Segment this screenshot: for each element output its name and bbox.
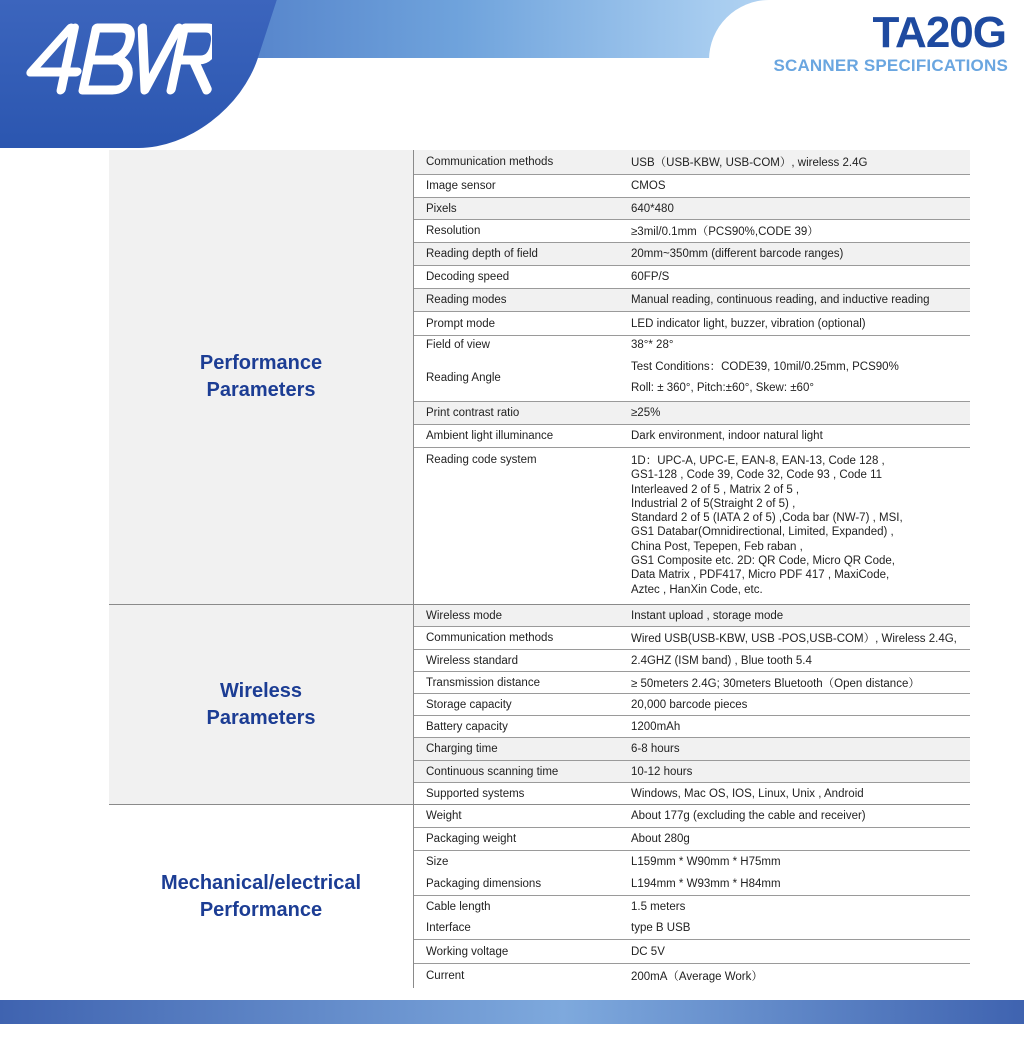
spec-row <box>414 940 970 963</box>
title-tab <box>709 0 1024 90</box>
spec-row <box>414 851 970 872</box>
spec-value: Test Conditions：CODE39, 10mil/0.25mm, PCS90% Roll: ± 360°, Pitch:±60°, Skew: ±60° <box>631 361 899 394</box>
spec-value: 6-8 hours <box>631 743 680 755</box>
spec-value: 20mm~350mm (different barcode ranges) <box>631 248 844 260</box>
spec-value: 1D：UPC-A, UPC-E, EAN-8, EAN-13, Code 128 , GS1-128 , Code 39, Code 32, Code 93 , Code 11 Interleaved 2 of 5 , Matrix 2 of 5 , Industrial 2 of 5(Straight 2 of 5) , Standard 2 of 5 (IATA 2 of 5) ,Coda bar (NW-7) , MSI, GS1 Databar(Omnidirectional, Limited, Expanded) , China Post, Tepepen, Feb raban , GS1 Composite etc. 2D: QR Code, Micro QR Code, Data Matrix , PDF417, Micro PDF 417 , MaxiCode, Aztec , HanXin Code, etc. <box>631 455 903 596</box>
spec-key: Reading depth of field <box>426 248 538 260</box>
spec-value: Windows, Mac OS, IOS, Linux, Unix , Android <box>631 787 864 800</box>
model-name: TA20G <box>872 8 1006 57</box>
spec-value: About 280g <box>631 833 690 845</box>
spec-key: Wireless mode <box>426 609 503 622</box>
section-title: Performance Parameters <box>109 150 414 604</box>
spec-key: Current <box>426 969 465 982</box>
spec-row <box>414 605 970 626</box>
spec-key: Battery capacity <box>426 720 508 733</box>
spec-row <box>414 783 970 804</box>
spec-value: 38°* 28° <box>631 339 674 351</box>
section-performance <box>109 150 970 605</box>
spec-row <box>414 694 970 715</box>
spec-key: Packaging weight <box>426 833 517 845</box>
spec-row <box>414 964 970 987</box>
spec-value: ≥3mil/0.1mm（PCS90%,CODE 39） <box>631 226 819 238</box>
spec-key: Supported systems <box>426 787 525 800</box>
spec-row <box>414 289 970 311</box>
spec-row <box>414 243 970 265</box>
spec-value: 20,000 barcode pieces <box>631 698 748 711</box>
spec-row <box>414 738 970 760</box>
spec-key: Decoding speed <box>426 271 510 283</box>
spec-key: Wireless standard <box>426 654 519 667</box>
spec-value: type B USB <box>631 921 691 934</box>
section-mechanical <box>109 805 970 988</box>
spec-row <box>414 650 970 671</box>
spec-row <box>414 805 970 827</box>
spec-value: 200mA（Average Work） <box>631 970 763 983</box>
spec-value: 2.4GHZ (ISM band) , Blue tooth 5.4 <box>631 654 812 667</box>
spec-key: Packaging dimensions <box>426 878 542 890</box>
spec-table <box>109 150 970 988</box>
spec-value: 640*480 <box>631 202 674 215</box>
spec-row <box>414 672 970 693</box>
spec-key: Communication methods <box>426 632 554 644</box>
page-subtitle: SCANNER SPECIFICATIONS <box>773 56 1008 75</box>
spec-value: About 177g (excluding the cable and receiver) <box>631 810 866 822</box>
spec-value: Wired USB(USB-KBW, USB -POS,USB-COM）, Wireless 2.4G, <box>631 633 957 645</box>
spec-row <box>414 425 970 447</box>
spec-value: USB（USB-KBW, USB-COM）, wireless 2.4G <box>631 157 868 169</box>
spec-key: Pixels <box>426 202 457 215</box>
spec-row <box>414 266 970 288</box>
spec-key: Weight <box>426 810 462 822</box>
spec-key: Reading Angle <box>426 372 501 384</box>
spec-key: Ambient light illuminance <box>426 430 554 442</box>
spec-row <box>414 402 970 424</box>
section-title: Mechanical/electrical Performance <box>109 805 414 988</box>
spec-row <box>414 896 970 917</box>
spec-row <box>414 220 970 242</box>
spec-key: Field of view <box>426 339 490 351</box>
spec-key: Resolution <box>426 225 481 237</box>
spec-value: CMOS <box>631 180 666 192</box>
spec-row <box>414 356 970 400</box>
spec-key: Image sensor <box>426 180 496 192</box>
spec-value: ≥ 50meters 2.4G; 30meters Bluetooth（Open distance） <box>631 677 920 690</box>
spec-row <box>414 761 970 782</box>
brand-logo <box>22 20 212 98</box>
spec-value: ≥25% <box>631 407 661 419</box>
spec-key: Transmission distance <box>426 676 540 689</box>
section-wireless <box>109 605 970 805</box>
spec-row <box>414 448 970 604</box>
spec-value: DC 5V <box>631 945 665 958</box>
spec-value: L159mm * W90mm * H75mm <box>631 855 781 868</box>
spec-value: LED indicator light, buzzer, vibration (optional) <box>631 317 866 330</box>
footer-band <box>0 1000 1024 1024</box>
spec-key: Charging time <box>426 743 498 755</box>
spec-row <box>414 198 970 219</box>
spec-value: 60FP/S <box>631 271 670 283</box>
spec-key: Interface <box>426 921 471 934</box>
spec-value: L194mm * W93mm * H84mm <box>631 878 781 890</box>
spec-row <box>414 175 970 197</box>
spec-key: Size <box>426 855 449 868</box>
spec-key: Reading modes <box>426 294 507 306</box>
spec-row <box>414 150 970 174</box>
spec-value: Dark environment, indoor natural light <box>631 430 823 442</box>
spec-row <box>414 917 970 938</box>
spec-key: Cable length <box>426 900 491 913</box>
spec-key: Communication methods <box>426 156 554 168</box>
spec-row <box>414 627 970 649</box>
spec-value: Manual reading, continuous reading, and inductive reading <box>631 294 930 306</box>
spec-key: Working voltage <box>426 945 509 958</box>
spec-row <box>414 336 970 354</box>
spec-row <box>414 716 970 737</box>
spec-key: Continuous scanning time <box>426 765 559 778</box>
spec-key: Print contrast ratio <box>426 407 520 419</box>
spec-value: 1200mAh <box>631 720 681 733</box>
spec-key: Storage capacity <box>426 698 512 711</box>
spec-row <box>414 873 970 895</box>
spec-value: 10-12 hours <box>631 765 693 778</box>
spec-value: Instant upload , storage mode <box>631 609 784 622</box>
spec-key: Prompt mode <box>426 317 496 330</box>
spec-row <box>414 312 970 335</box>
spec-row <box>414 828 970 850</box>
section-title: Wireless Parameters <box>109 605 414 804</box>
spec-key: Reading code system <box>426 454 537 466</box>
spec-value: 1.5 meters <box>631 900 686 913</box>
